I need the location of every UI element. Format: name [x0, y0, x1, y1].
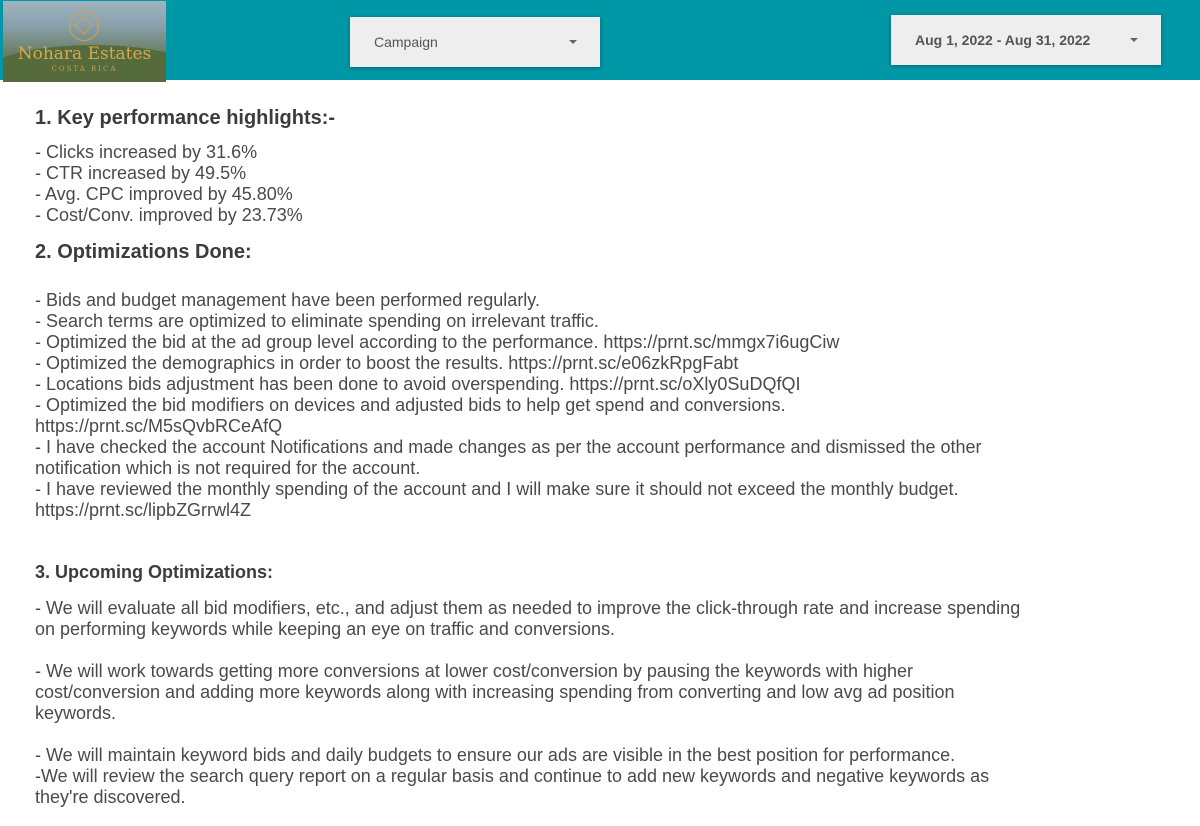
logo-brand-text: Nohara Estates [17, 44, 152, 64]
caret-down-icon [1130, 38, 1138, 42]
optimization-item: - I have reviewed the monthly spending of the account and I will make sure it should not exceed the monthly budget. [35, 479, 959, 499]
highlight-item: - Cost/Conv. improved by 23.73% [35, 205, 303, 225]
campaign-dropdown[interactable] [350, 17, 600, 67]
optimization-link: https://prnt.sc/M5sQvbRCeAfQ [35, 416, 283, 436]
date-range-value: Aug 1, 2022 - Aug 31, 2022 [915, 32, 1091, 48]
optimization-link: https://prnt.sc/lipbZGrrwl4Z [35, 500, 252, 520]
optimization-item: - I have checked the account Notifications and made changes as per the account performance and dismissed the other [35, 437, 982, 457]
optimization-item: - Optimized the bid at the ad group level according to the performance. https://prnt.sc/mmgx7i6ugCiw [35, 332, 840, 352]
optimization-item: - Optimized the demographics in order to boost the results. https://prnt.sc/e06zkRpgFabt [35, 353, 739, 373]
date-range-picker[interactable] [891, 15, 1161, 65]
report-header [0, 0, 1200, 80]
company-logo [3, 1, 166, 82]
optimization-item: - Bids and budget management have been performed regularly. [35, 290, 540, 310]
highlight-item: - CTR increased by 49.5% [35, 163, 247, 183]
optimization-item: - Search terms are optimized to eliminate spending on irrelevant traffic. [35, 311, 599, 331]
campaign-dropdown-value: Campaign [374, 34, 438, 50]
caret-down-icon [569, 40, 577, 44]
upcoming-item: - We will work towards getting more conversions at lower cost/conversion by pausing the keywords with higher [35, 661, 914, 681]
upcoming-item: cost/conversion and adding more keywords along with increasing spending from converting and low avg ad position [35, 682, 955, 702]
report-content [35, 104, 1135, 808]
highlight-item: - Avg. CPC improved by 45.80% [35, 184, 293, 204]
optimization-item: notification which is not required for the account. [35, 458, 421, 478]
highlight-item: - Clicks increased by 31.6% [35, 142, 258, 162]
logo-sub-text: COSTA RICA [51, 65, 118, 73]
upcoming-item: - We will evaluate all bid modifiers, etc., and adjust them as needed to improve the click-through rate and increase spending [35, 598, 1021, 618]
logo-emblem-icon [69, 11, 99, 41]
upcoming-item: on performing keywords while keeping an eye on traffic and conversions. [35, 619, 615, 639]
section-title-upcoming: 3. Upcoming Optimizations: [35, 562, 274, 582]
upcoming-item: -We will review the search query report on a regular basis and continue to add new keywords and negative keywords as [35, 766, 990, 786]
section-title-highlights: 1. Key performance highlights:- [35, 107, 336, 129]
section-title-optimizations: 2. Optimizations Done: [35, 241, 252, 263]
upcoming-item: they're discovered. [35, 787, 186, 807]
upcoming-item: keywords. [35, 703, 117, 723]
upcoming-item: - We will maintain keyword bids and daily budgets to ensure our ads are visible in the best position for performance. [35, 745, 956, 765]
optimization-item: - Optimized the bid modifiers on devices and adjusted bids to help get spend and conversions. [35, 395, 786, 415]
optimization-item: - Locations bids adjustment has been done to avoid overspending. https://prnt.sc/oXly0SuDQfQI [35, 374, 801, 394]
